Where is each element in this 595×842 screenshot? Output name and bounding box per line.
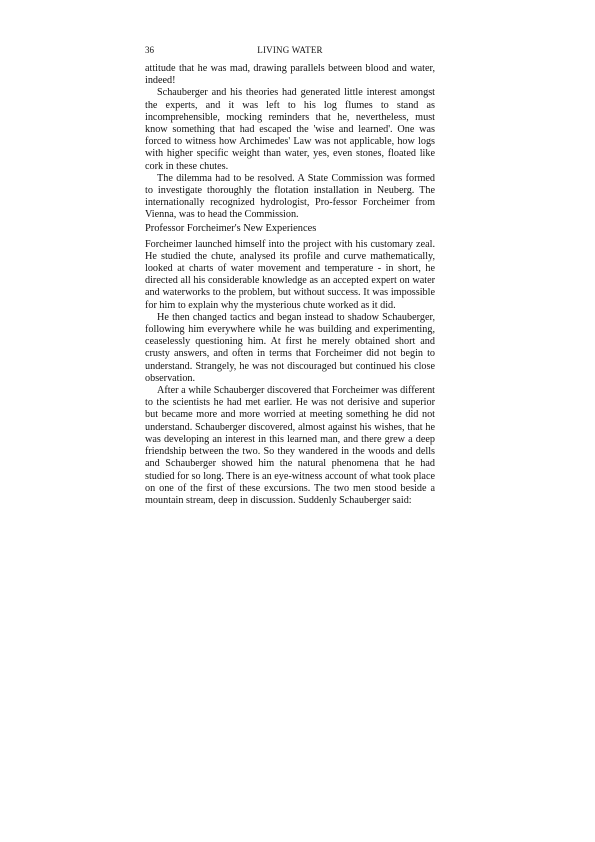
running-head	[145, 44, 435, 56]
paragraph-1: attitude that he was mad, drawing parallels between blood and water, indeed!	[145, 63, 435, 87]
paragraph-4: Forcheimer launched himself into the project with his customary zeal. He studied the chute, analysed its profile and curve mathematically, looked at charts of water movement and temperature - in short, he directed all his considerable knowledge as an accepted expert on water and waterworks to the problem, but without success. It was impossible for him to explain why the mysterious chute worked as it did.	[145, 238, 435, 311]
page-number: 36	[145, 45, 154, 55]
paragraph-5: He then changed tactics and began instead to shadow Schauberger, following him everywhere while he was building and experimenting, ceaselessly questioning him. At first he merely obtained short and crusty answers, and often in terms that Forcheimer did not begin to understand. Strangely, he was not discouraged but continued his close observation.	[145, 311, 435, 384]
paragraph-3: The dilemma had to be resolved. A State Commission was formed to investigate thoroughly the flotation installation in Neuberg. The internationally recognized hydrologist, Pro-fessor Forcheimer from Vienna, was to head the Commission.	[145, 172, 435, 221]
section-heading: Professor Forcheimer's New Experiences	[145, 222, 317, 234]
body-text	[145, 63, 435, 507]
paragraph-6: After a while Schauberger discovered that Forcheimer was different to the scientists he had met earlier. He was not derisive and superior but became more and more worried at meeting something he did not understand. Schauberger discovered, almost against his wishes, that he was developing an interest in this learned man, and there grew a deep friendship between the two. So they wandered in the woods and dells and Schauberger showed him the natural phenomena that he had studied for so long. There is an eye-witness account of what took place on one of the first of these excursions. The two men stood beside a mountain stream, deep in discussion. Suddenly Schauberger said:	[145, 385, 435, 506]
paragraph-2: Schauberger and his theories had generated little interest amongst the experts, and it was left to his log flumes to stand as incomprehensible, mocking reminders that he, nevertheless, must know something that had escaped the 'wise and learned'. One was forced to witness how Archimedes' Law was not applicable, how logs with higher specific weight than water, yes, even stones, floated like cork in these chutes.	[145, 87, 435, 172]
running-title: LIVING WATER	[257, 45, 323, 55]
